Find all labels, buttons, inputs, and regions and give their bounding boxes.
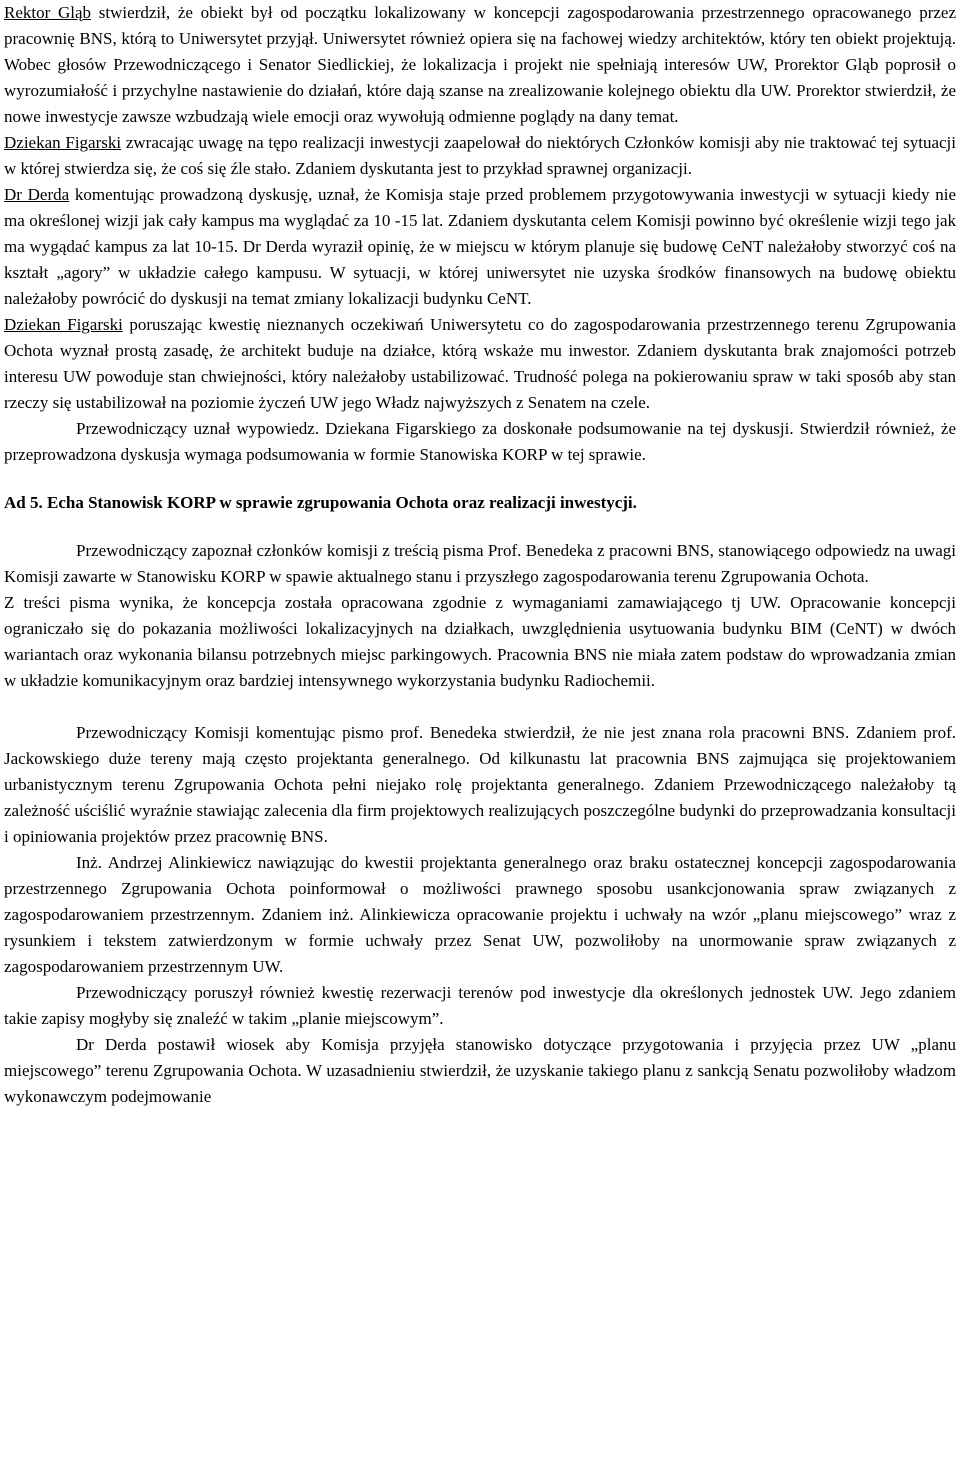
paragraph-derda-motion: Dr Derda postawił wiosek aby Komisja przyjęła stanowisko dotyczące przygotowania i przyjęcia przez UW „planu miejscowego” terenu Zgrupowania Ochota. W uzasadnieniu stwierdził, że uzyskanie takiego planu z sankcją Senatu pozwoliłoby władzom wykonawczym podejmowanie <box>4 1035 956 1106</box>
speaker-name: Dziekan Figarski <box>4 133 122 152</box>
speaker-name: Rektor Gląb <box>4 3 92 22</box>
paragraph-text: poruszając kwestię nieznanych oczekiwań Uniwersytetu co do zagospodarowania przestrzennego terenu Zgrupowania Ochota wyznał prostą zasadę, że architekt buduje na działce, którą wskaże mu inwestor. Zdaniem dyskutanta brak znajomości potrzeb interesu UW powoduje stan chwiejności, który należałoby ustabilizować. Trudność polega na pokierowaniu spraw w taki sposób aby stan rzeczy się ustabilizował na poziomie życzeń UW jego Władz najwyższych z Senatem na czele. <box>4 315 956 412</box>
speaker-name: Dr Derda <box>4 185 70 204</box>
paragraph-alinkiewicz: Inż. Andrzej Alinkiewicz nawiązując do kwestii projektanta generalnego oraz braku ostatecznej koncepcji zagospodarowania przestrzennego Zgrupowania Ochota poinformował o możliwości prawnego sposobu usankcjonowania spraw związanych z zagospodarowaniem przestrzennym. Zdaniem inż. Alinkiewicza opracowanie projektu i uchwały na wzór „planu miejscowego” wraz z rysunkiem i tekstem zatwierdzonym w formie uchwały przez Senat UW, pozwoliłoby na unormowanie spraw związanych z zagospodarowaniem przestrzennym UW. <box>4 853 956 976</box>
paragraph-chairman-comment: Przewodniczący Komisji komentując pismo prof. Benedeka stwierdził, że nie jest znana rola pracowni BNS. Zdaniem prof. Jackowskiego duże tereny mają często projektanta generalnego. Od kilkunastu lat pracownia BNS zajmująca się projektowaniem urbanistycznym terenu Zgrupowania Ochota pełni niejako rolę projektanta generalnego. Zdaniem Przewodniczącego należałoby tą zależność uściślić wyraźnie stawiając zalecenia dla firm projektowych realizujących poszczególne budynki do przeprowadzania konsultacji i opiniowania projektów przez pracownię BNS. <box>4 723 956 846</box>
paragraph-summary: Przewodniczący uznał wypowiedz. Dziekana Figarskiego za doskonałe podsumowanie na tej dyskusji. Stwierdził również, że przeprowadzona dyskusja wymaga podsumowania w formie Stanowiska KORP w tej sprawie. <box>4 419 956 464</box>
paragraph-dziekan-figarski-2 <box>4 312 956 416</box>
paragraph-rektor-glab <box>4 0 956 130</box>
paragraph-text: stwierdził, że obiekt był od początku lokalizowany w koncepcji zagospodarowania przestrzennego opracowanego przez pracownię BNS, którą to Uniwersytet przyjął. Uniwersytet również opiera się na fachowej wiedzy architektów, który ten obiekt projektują. Wobec głosów Przewodniczącego i Senator Siedlickiej, że lokalizacja i projekt nie spełniają interesów UW, Prorektor Gląb poprosił o wyrozumiałość i przychylne nastawienie do działań, które dają szanse na zrealizowanie kolejnego obiektu dla UW. Prorektor stwierdził, że nowe inwestycje zawsze wzbudzają wiele emocji oraz wywołują odmienne poglądy na dany temat. <box>4 3 956 126</box>
section-heading: Ad 5. Echa Stanowisk KORP w sprawie zgrupowania Ochota oraz realizacji inwestycji. <box>4 493 637 512</box>
paragraph-text: zwracając uwagę na tępo realizacji inwestycji zaapelował do niektórych Członków komisji aby nie traktować tej sytuacji w której stwierdza się, że coś się źle stało. Zdaniem dyskutanta jest to przykład sprawnej organizacji. <box>4 133 957 178</box>
paragraph-text: komentując prowadzoną dyskusję, uznał, że Komisja staje przed problemem przygotowywania inwestycji w sytuacji kiedy nie ma określonej wizji jak cały kampus ma wyglądać za 10 -15 lat. Zdaniem dyskutanta celem Komisji powinno być określenie wizji tego jak ma wygądać kampus za lat 10-15. Dr Derda wyraził opinię, że w miejscu w którym planuje się budowę CeNT należałoby stworzyć coś na kształt „agory” w układzie całego kampusu. W sytuacji, w której uniwersytet nie uzyska środków finansowych na budowę obiektu należałoby powrócić do dyskusji na temat zmiany lokalizacji budynku CeNT. <box>4 185 956 308</box>
paragraph-dziekan-figarski-1 <box>4 130 956 182</box>
paragraph-dr-derda <box>4 182 956 312</box>
paragraph-reservation: Przewodniczący poruszył również kwestię rezerwacji terenów pod inwestycje dla określonych jednostek UW. Jego zdaniem takie zapisy mogłyby się znaleźć w takim „planie miejscowym”. <box>4 983 956 1028</box>
speaker-name: Dziekan Figarski <box>4 315 123 334</box>
paragraph-letter-content: Z treści pisma wynika, że koncepcja została opracowana zgodnie z wymaganiami zamawiającego tj UW. Opracowanie koncepcji ograniczało się do pokazania możliwości lokalizacyjnych na działkach, uwzględnienia usytuowania budynku BIM (CeNT) w dwóch wariantach oraz wykonania bilansu potrzebnych miejsc parkingowych. Pracownia BNS nie miała zatem podstaw do wprowadzania zmian w układzie komunikacyjnym oraz bardziej intensywnego wykorzystania budynku Radiochemii. <box>4 593 956 690</box>
paragraph-benedek-letter: Przewodniczący zapoznał członków komisji z treścią pisma Prof. Benedeka z pracowni BNS, stanowiącego odpowiedz na uwagi Komisji zawarte w Stanowisku KORP w spawie aktualnego stanu i przyszłego zagospodarowania terenu Zgrupowania Ochota. <box>4 541 956 586</box>
